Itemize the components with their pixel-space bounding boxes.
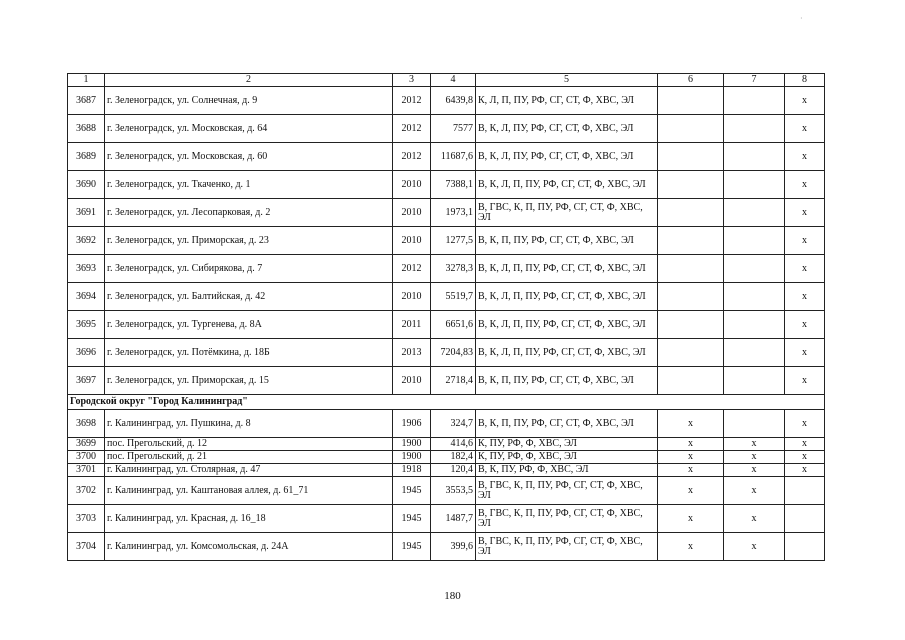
mark-col8-cell: х <box>785 227 825 255</box>
column-header: 7 <box>724 74 785 87</box>
area-cell: 414,6 <box>431 438 476 451</box>
table-row <box>68 311 825 339</box>
row-number-cell: 3693 <box>68 255 105 283</box>
year-cell: 1918 <box>393 464 431 477</box>
address-cell: г. Зеленоградск, ул. Московская, д. 60 <box>105 143 393 171</box>
mark-col7-cell <box>724 227 785 255</box>
mark-col8-cell <box>785 477 825 505</box>
table-row <box>68 255 825 283</box>
mark-col8-cell <box>785 505 825 533</box>
address-cell: г. Зеленоградск, ул. Московская, д. 64 <box>105 115 393 143</box>
table-row <box>68 115 825 143</box>
year-cell: 2010 <box>393 367 431 395</box>
systems-cell: В, К, Л, П, ПУ, РФ, СГ, СТ, Ф, ХВС, ЭЛ <box>476 283 658 311</box>
area-cell: 1277,5 <box>431 227 476 255</box>
mark-col6-cell: х <box>658 438 724 451</box>
mark-col8-cell: х <box>785 143 825 171</box>
scan-mark: · <box>800 14 803 23</box>
year-cell: 2010 <box>393 199 431 227</box>
table-row <box>68 477 825 505</box>
mark-col7-cell <box>724 115 785 143</box>
row-number-cell: 3703 <box>68 505 105 533</box>
column-header: 1 <box>68 74 105 87</box>
table-row <box>68 143 825 171</box>
table-row <box>68 505 825 533</box>
mark-col7-cell: х <box>724 505 785 533</box>
register-table-body <box>68 74 825 561</box>
row-number-cell: 3695 <box>68 311 105 339</box>
mark-col8-cell: х <box>785 115 825 143</box>
mark-col8-cell: х <box>785 199 825 227</box>
row-number-cell: 3697 <box>68 367 105 395</box>
mark-col8-cell: х <box>785 171 825 199</box>
row-number-cell: 3690 <box>68 171 105 199</box>
area-cell: 3553,5 <box>431 477 476 505</box>
row-number-cell: 3689 <box>68 143 105 171</box>
mark-col6-cell <box>658 283 724 311</box>
column-header: 2 <box>105 74 393 87</box>
column-header: 5 <box>476 74 658 87</box>
mark-col6-cell: х <box>658 505 724 533</box>
area-cell: 7204,83 <box>431 339 476 367</box>
mark-col6-cell <box>658 255 724 283</box>
table-row <box>68 464 825 477</box>
group-header-row <box>68 395 825 410</box>
address-cell: г. Зеленоградск, ул. Лесопарковая, д. 2 <box>105 199 393 227</box>
area-cell: 1973,1 <box>431 199 476 227</box>
column-header: 3 <box>393 74 431 87</box>
mark-col8-cell: х <box>785 87 825 115</box>
address-cell: г. Зеленоградск, ул. Солнечная, д. 9 <box>105 87 393 115</box>
year-cell: 1900 <box>393 438 431 451</box>
mark-col8-cell: х <box>785 410 825 438</box>
group-title: Городской округ "Город Калининград" <box>68 395 825 410</box>
address-cell: г. Калининград, ул. Пушкина, д. 8 <box>105 410 393 438</box>
mark-col8-cell: х <box>785 438 825 451</box>
mark-col7-cell: х <box>724 464 785 477</box>
mark-col8-cell: х <box>785 464 825 477</box>
year-cell: 2012 <box>393 143 431 171</box>
area-cell: 3278,3 <box>431 255 476 283</box>
year-cell: 2012 <box>393 115 431 143</box>
year-cell: 2012 <box>393 255 431 283</box>
mark-col7-cell <box>724 255 785 283</box>
row-number-cell: 3687 <box>68 87 105 115</box>
page-number: 180 <box>444 590 461 602</box>
year-cell: 2010 <box>393 171 431 199</box>
systems-cell: В, К, П, ПУ, РФ, СГ, СТ, Ф, ХВС, ЭЛ <box>476 410 658 438</box>
mark-col8-cell: х <box>785 255 825 283</box>
column-header: 6 <box>658 74 724 87</box>
mark-col6-cell: х <box>658 464 724 477</box>
row-number-cell: 3701 <box>68 464 105 477</box>
address-cell: пос. Прегольский, д. 21 <box>105 451 393 464</box>
year-cell: 2011 <box>393 311 431 339</box>
systems-cell: В, К, ПУ, РФ, Ф, ХВС, ЭЛ <box>476 464 658 477</box>
table-row <box>68 533 825 561</box>
systems-cell: В, ГВС, К, П, ПУ, РФ, СГ, СТ, Ф, ХВС, ЭЛ <box>476 533 658 561</box>
systems-cell: В, ГВС, К, П, ПУ, РФ, СГ, СТ, Ф, ХВС, ЭЛ <box>476 505 658 533</box>
systems-cell: В, К, Л, П, ПУ, РФ, СГ, СТ, Ф, ХВС, ЭЛ <box>476 339 658 367</box>
systems-cell: В, ГВС, К, П, ПУ, РФ, СГ, СТ, Ф, ХВС, ЭЛ <box>476 477 658 505</box>
year-cell: 2013 <box>393 339 431 367</box>
year-cell: 1900 <box>393 451 431 464</box>
address-cell: г. Калининград, ул. Столярная, д. 47 <box>105 464 393 477</box>
row-number-cell: 3702 <box>68 477 105 505</box>
row-number-cell: 3691 <box>68 199 105 227</box>
row-number-cell: 3696 <box>68 339 105 367</box>
year-cell: 1945 <box>393 533 431 561</box>
mark-col7-cell <box>724 283 785 311</box>
address-cell: г. Зеленоградск, ул. Ткаченко, д. 1 <box>105 171 393 199</box>
area-cell: 6651,6 <box>431 311 476 339</box>
address-cell: г. Калининград, ул. Каштановая аллея, д. 61_71 <box>105 477 393 505</box>
mark-col7-cell: х <box>724 533 785 561</box>
systems-cell: В, К, Л, П, ПУ, РФ, СГ, СТ, Ф, ХВС, ЭЛ <box>476 171 658 199</box>
area-cell: 324,7 <box>431 410 476 438</box>
table-row <box>68 438 825 451</box>
table-row <box>68 227 825 255</box>
mark-col7-cell: х <box>724 477 785 505</box>
mark-col6-cell: х <box>658 451 724 464</box>
mark-col6-cell <box>658 143 724 171</box>
systems-cell: В, К, П, ПУ, РФ, СГ, СТ, Ф, ХВС, ЭЛ <box>476 227 658 255</box>
systems-cell: К, ПУ, РФ, Ф, ХВС, ЭЛ <box>476 451 658 464</box>
row-number-cell: 3699 <box>68 438 105 451</box>
table-row <box>68 410 825 438</box>
mark-col6-cell <box>658 339 724 367</box>
mark-col8-cell: х <box>785 283 825 311</box>
area-cell: 7388,1 <box>431 171 476 199</box>
mark-col8-cell: х <box>785 367 825 395</box>
address-cell: г. Зеленоградск, ул. Тургенева, д. 8А <box>105 311 393 339</box>
year-cell: 2012 <box>393 87 431 115</box>
address-cell: пос. Прегольский, д. 12 <box>105 438 393 451</box>
row-number-cell: 3688 <box>68 115 105 143</box>
register-table-container <box>67 73 824 561</box>
address-cell: г. Калининград, ул. Красная, д. 16_18 <box>105 505 393 533</box>
systems-cell: В, К, Л, ПУ, РФ, СГ, СТ, Ф, ХВС, ЭЛ <box>476 115 658 143</box>
year-cell: 2010 <box>393 227 431 255</box>
mark-col6-cell <box>658 115 724 143</box>
mark-col8-cell <box>785 533 825 561</box>
mark-col8-cell: х <box>785 451 825 464</box>
register-table <box>67 73 825 561</box>
mark-col7-cell <box>724 367 785 395</box>
mark-col7-cell <box>724 87 785 115</box>
column-header: 4 <box>431 74 476 87</box>
address-cell: г. Зеленоградск, ул. Сибирякова, д. 7 <box>105 255 393 283</box>
systems-cell: К, Л, П, ПУ, РФ, СГ, СТ, Ф, ХВС, ЭЛ <box>476 87 658 115</box>
mark-col6-cell <box>658 311 724 339</box>
area-cell: 2718,4 <box>431 367 476 395</box>
systems-cell: В, К, Л, П, ПУ, РФ, СГ, СТ, Ф, ХВС, ЭЛ <box>476 311 658 339</box>
mark-col7-cell <box>724 311 785 339</box>
mark-col6-cell <box>658 87 724 115</box>
mark-col6-cell <box>658 171 724 199</box>
year-cell: 1906 <box>393 410 431 438</box>
year-cell: 1945 <box>393 505 431 533</box>
area-cell: 5519,7 <box>431 283 476 311</box>
address-cell: г. Калининград, ул. Комсомольская, д. 24А <box>105 533 393 561</box>
systems-cell: В, К, П, ПУ, РФ, СГ, СТ, Ф, ХВС, ЭЛ <box>476 367 658 395</box>
mark-col6-cell: х <box>658 410 724 438</box>
mark-col7-cell <box>724 410 785 438</box>
address-cell: г. Зеленоградск, ул. Приморская, д. 15 <box>105 367 393 395</box>
row-number-cell: 3692 <box>68 227 105 255</box>
table-row <box>68 339 825 367</box>
mark-col6-cell <box>658 367 724 395</box>
column-header-row <box>68 74 825 87</box>
mark-col6-cell <box>658 199 724 227</box>
systems-cell: В, К, Л, П, ПУ, РФ, СГ, СТ, Ф, ХВС, ЭЛ <box>476 255 658 283</box>
mark-col6-cell: х <box>658 533 724 561</box>
table-row <box>68 283 825 311</box>
table-row <box>68 367 825 395</box>
systems-cell: В, ГВС, К, П, ПУ, РФ, СГ, СТ, Ф, ХВС, ЭЛ <box>476 199 658 227</box>
row-number-cell: 3694 <box>68 283 105 311</box>
area-cell: 120,4 <box>431 464 476 477</box>
mark-col8-cell: х <box>785 339 825 367</box>
mark-col6-cell <box>658 227 724 255</box>
table-row <box>68 451 825 464</box>
mark-col7-cell <box>724 171 785 199</box>
area-cell: 6439,8 <box>431 87 476 115</box>
area-cell: 7577 <box>431 115 476 143</box>
mark-col7-cell <box>724 143 785 171</box>
table-row <box>68 199 825 227</box>
area-cell: 182,4 <box>431 451 476 464</box>
column-header: 8 <box>785 74 825 87</box>
mark-col7-cell <box>724 199 785 227</box>
year-cell: 2010 <box>393 283 431 311</box>
area-cell: 11687,6 <box>431 143 476 171</box>
mark-col7-cell: х <box>724 438 785 451</box>
row-number-cell: 3700 <box>68 451 105 464</box>
systems-cell: В, К, Л, ПУ, РФ, СГ, СТ, Ф, ХВС, ЭЛ <box>476 143 658 171</box>
address-cell: г. Зеленоградск, ул. Балтийская, д. 42 <box>105 283 393 311</box>
table-row <box>68 87 825 115</box>
address-cell: г. Зеленоградск, ул. Приморская, д. 23 <box>105 227 393 255</box>
systems-cell: К, ПУ, РФ, Ф, ХВС, ЭЛ <box>476 438 658 451</box>
row-number-cell: 3698 <box>68 410 105 438</box>
area-cell: 1487,7 <box>431 505 476 533</box>
area-cell: 399,6 <box>431 533 476 561</box>
mark-col7-cell: х <box>724 451 785 464</box>
year-cell: 1945 <box>393 477 431 505</box>
mark-col7-cell <box>724 339 785 367</box>
mark-col8-cell: х <box>785 311 825 339</box>
mark-col6-cell: х <box>658 477 724 505</box>
table-row <box>68 171 825 199</box>
row-number-cell: 3704 <box>68 533 105 561</box>
address-cell: г. Зеленоградск, ул. Потёмкина, д. 18Б <box>105 339 393 367</box>
